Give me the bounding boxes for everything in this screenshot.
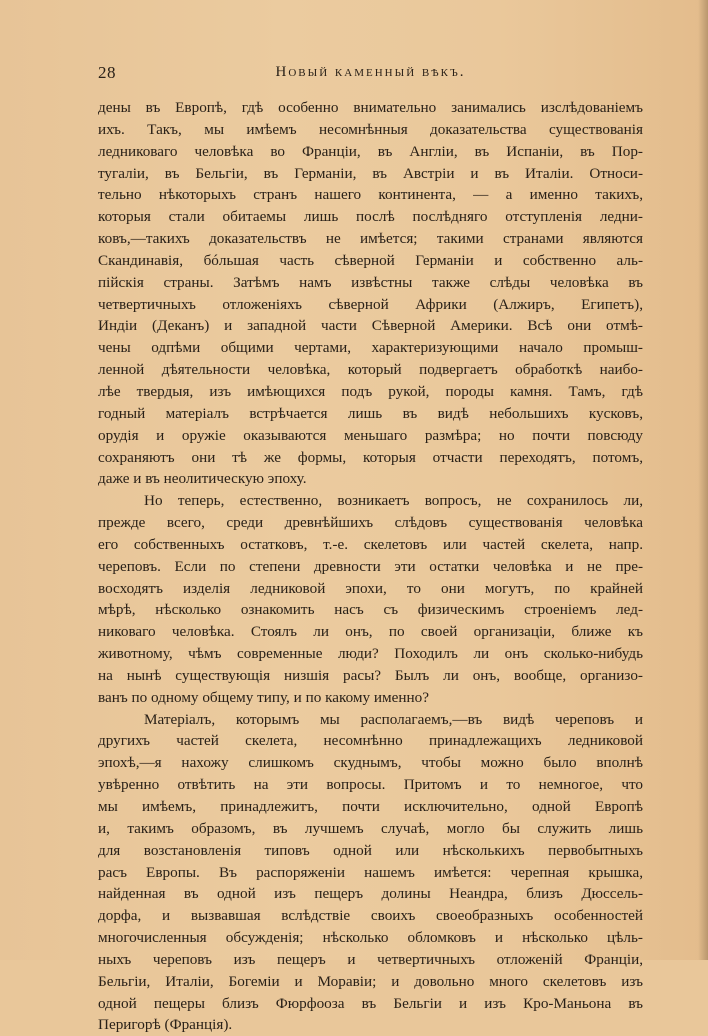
text-line: мѣрѣ, нѣсколько ознакомить насъ съ физическимъ строеніемъ лед- [98,601,643,619]
text-line: его собственныхъ остатковъ, т.-е. скелетовъ или частей скелета, напр. [98,535,643,553]
text-line: Индіи (Деканъ) и западной части Сѣверной Америки. Всѣ они отмѣ- [98,317,643,335]
paragraph-end-line: Перигорѣ (Франція). [98,1016,233,1034]
body-text [98,97,643,1036]
page-number: 28 [98,63,116,82]
paragraph-start-line: Матеріалъ, которымъ мы располагаемъ,—въ видѣ череповъ и [144,710,643,728]
text-line: и, такимъ образомъ, въ лучшемъ случаѣ, могло бы служить лишь [98,819,643,837]
text-line: на нынѣ существующія низшія расы? Былъ ли онъ, вообще, организо- [98,666,643,684]
text-line: другихъ частей скелета, несомнѣнно принадлежащихъ ледниковой [98,732,643,750]
text-line: ихъ. Такъ, мы имѣемъ несомнѣнныя доказательства существованія [98,120,643,138]
text-line: ледниковаго человѣка во Франціи, въ Англіи, въ Испаніи, въ Пор- [98,142,643,160]
text-line: увѣренно отвѣтить на эти вопросы. Притомъ и то немногое, что [98,776,643,794]
text-line: тельно нѣкоторыхъ странъ нашего континента, — а именно такихъ, [98,186,643,204]
text-line: годный матеріалъ встрѣчается лишь въ видѣ небольшихъ кусковъ, [98,404,643,422]
paragraph-end-line: ванъ по одному общему типу, и по какому именно? [98,688,429,706]
text-line: ныхъ череповъ изъ пещеръ и четвертичныхъ отложеній Франціи, [98,950,643,968]
text-line: никоваго человѣка. Стоялъ ли онъ, по своей организаціи, ближе къ [98,623,643,641]
text-line: мы имѣемъ, принадлежитъ, почти исключительно, одной Европѣ [98,798,643,815]
text-line: найденная въ одной изъ пещеръ долины Неандра, близъ Дюссель- [98,885,643,903]
text-line: череповъ. Если по степени древности эти остатки человѣка и не пре- [98,557,643,575]
paragraph-start-line: Но теперь, естественно, возникаетъ вопросъ, не сохранилось ли, [144,492,643,510]
text-line: многочисленныя обсужденія; нѣсколько обломковъ и нѣсколько цѣль- [98,929,643,947]
text-line: дены въ Европѣ, гдѣ особенно внимательно занимались изслѣдованіемъ [98,99,643,116]
text-line: Скандинавія, бóльшая часть сѣверной Германіи и собственно аль- [98,251,643,269]
text-line: орудія и оружіе оказываются меньшаго размѣра; но почти повсюду [98,426,643,444]
text-line: ковъ,—такихъ доказательствъ не имѣется; такими странами являются [98,230,643,248]
text-line: восходятъ изделія ледниковой эпохи, то они могутъ, по крайней [98,579,643,597]
text-line: которыя стали обитаемы лишь послѣ послѣдняго отступленія ледни- [98,208,643,226]
text-line: прежде всего, среди древнѣйшихъ слѣдовъ существованія человѣка [98,514,643,532]
text-line: одной пещеры близъ Фюрфооза въ Бельгіи и изъ Кро-Маньона въ [98,994,643,1012]
text-line: дорфа, и вызвавшая вслѣдствіе своихъ своеобразныхъ особенностей [98,907,643,925]
text-line: лѣе твердыя, изъ имѣющихся подъ рукой, породы камня. Тамъ, гдѣ [98,382,643,400]
text-line: для возстановленія типовъ одной или нѣсколькихъ первобытныхъ [98,841,643,859]
page-header [98,63,643,87]
text-line: четвертичныхъ отложеніяхъ сѣверной Африки (Алжиръ, Египетъ), [98,295,643,313]
text-line: Бельгіи, Италіи, Богеміи и Моравіи; и довольно много скелетовъ изъ [98,972,643,990]
text-line: пійскія страны. Затѣмъ намъ извѣстны также слѣды человѣка въ [98,273,643,291]
page-edge-shadow [698,0,708,960]
paragraph-end-line: даже и въ неолитическую эпоху. [98,470,307,488]
text-line: ленной дѣятельности человѣка, который подвергаетъ обработкѣ наибо- [98,361,643,379]
text-line: тугаліи, въ Бельгіи, въ Германіи, въ Австріи и въ Италіи. Относи- [98,164,643,182]
text-line: расъ Европы. Въ распоряженіи нашемъ имѣется: черепная крышка, [98,863,643,881]
text-line: чены одпѣми общими чертами, характеризующими начало промыш- [98,339,643,357]
text-line: животному, чѣмъ современные люди? Походилъ ли онъ сколько-нибудь [98,645,643,663]
text-line: сохраняютъ они тѣ же формы, которыя отчасти переходятъ, потомъ, [98,448,643,466]
running-title: Новый каменный вѣкъ. [275,64,466,80]
text-line: эпохѣ,—я нахожу слишкомъ скуднымъ, чтобы можно было вполнѣ [98,754,643,772]
